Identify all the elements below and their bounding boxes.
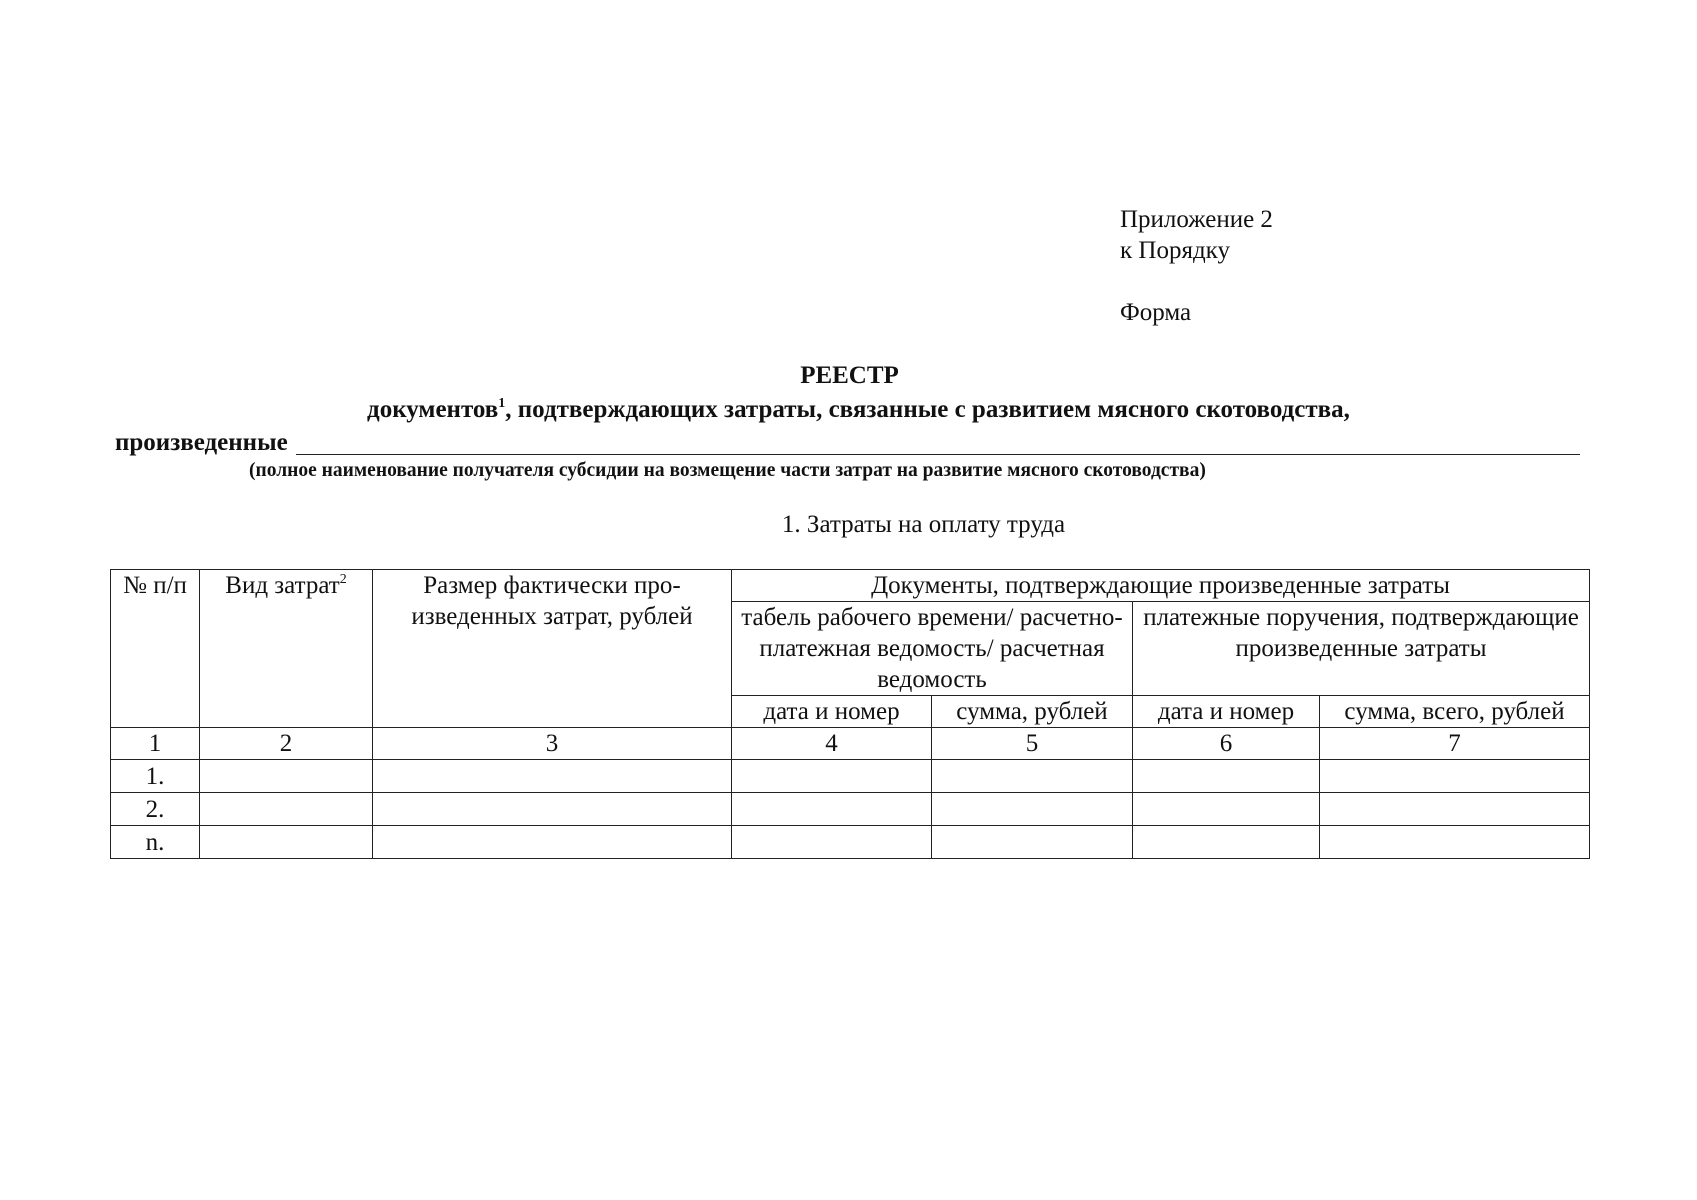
form-label: Форма [1120, 299, 1192, 326]
cell-sum-2[interactable] [1320, 826, 1590, 859]
cell-cost-type[interactable] [200, 760, 373, 793]
cell-date-number-2[interactable] [1133, 826, 1320, 859]
table-row [111, 793, 1590, 826]
cell-sum-2[interactable] [1320, 793, 1590, 826]
cell-sum-1[interactable] [932, 760, 1133, 793]
cell-amount[interactable] [373, 760, 732, 793]
cell-cost-type[interactable] [200, 826, 373, 859]
subtitle-footnote-mark: 1 [498, 396, 506, 411]
header-cost-type [200, 570, 373, 728]
appendix-number: Приложение 2 [1120, 206, 1273, 233]
column-number-row [111, 728, 1590, 760]
table-row [111, 826, 1590, 859]
column-number: 7 [1320, 728, 1590, 760]
recipient-fill-line[interactable] [296, 454, 1580, 455]
subtitle-part2: , подтверждающих затраты, связанные с развитием мясного скотоводства, [505, 396, 1350, 423]
recipient-line [115, 424, 1580, 458]
section-title: 1. Затраты на оплату труда [781, 511, 1066, 538]
appendix-block [1120, 204, 1273, 328]
header-cost-type-footnote: 2 [339, 572, 347, 587]
header-amount: Размер фактически про-изведенных затрат, рублей [373, 570, 732, 728]
header-payment-orders: платежные поручения, подтверждающие произведенные затраты [1133, 602, 1590, 696]
table-row [111, 760, 1590, 793]
column-number: 4 [732, 728, 932, 760]
cell-sum-1[interactable] [932, 793, 1133, 826]
produced-label: произведенные [115, 429, 288, 456]
cell-date-number-2[interactable] [1133, 760, 1320, 793]
header-sum-1: сумма, рублей [932, 696, 1133, 728]
cell-sum-2[interactable] [1320, 760, 1590, 793]
row-number: n. [111, 826, 200, 859]
document-title: РЕЕСТР [800, 362, 899, 389]
header-cost-type-label: Вид затрат [225, 572, 340, 599]
column-number: 1 [111, 728, 200, 760]
header-date-number-1: дата и номер [732, 696, 932, 728]
document-subtitle [10, 396, 1697, 424]
column-number: 2 [200, 728, 373, 760]
registry-table [110, 569, 1590, 859]
header-timesheet: табель рабочего времени/ расчетно-платежная ведомость/ расчетная ведомость [732, 602, 1133, 696]
header-number: № п/п [111, 570, 200, 728]
recipient-caption: (полное наименование получателя субсидии на возмещение части затрат на развитие мясного скотоводства) [249, 460, 1206, 481]
subtitle-part1: документов [367, 396, 499, 423]
row-number: 1. [111, 760, 200, 793]
cell-cost-type[interactable] [200, 793, 373, 826]
cell-date-number-1[interactable] [732, 793, 932, 826]
cell-amount[interactable] [373, 826, 732, 859]
cell-date-number-2[interactable] [1133, 793, 1320, 826]
cell-sum-1[interactable] [932, 826, 1133, 859]
header-date-number-2: дата и номер [1133, 696, 1320, 728]
row-number: 2. [111, 793, 200, 826]
header-sum-2: сумма, всего, рублей [1320, 696, 1590, 728]
appendix-reference: к Порядку [1120, 237, 1230, 264]
header-row-1 [111, 570, 1590, 602]
header-documents: Документы, подтверждающие произведенные затраты [732, 570, 1590, 602]
cell-date-number-1[interactable] [732, 760, 932, 793]
cell-date-number-1[interactable] [732, 826, 932, 859]
column-number: 3 [373, 728, 732, 760]
cell-amount[interactable] [373, 793, 732, 826]
column-number: 5 [932, 728, 1133, 760]
column-number: 6 [1133, 728, 1320, 760]
